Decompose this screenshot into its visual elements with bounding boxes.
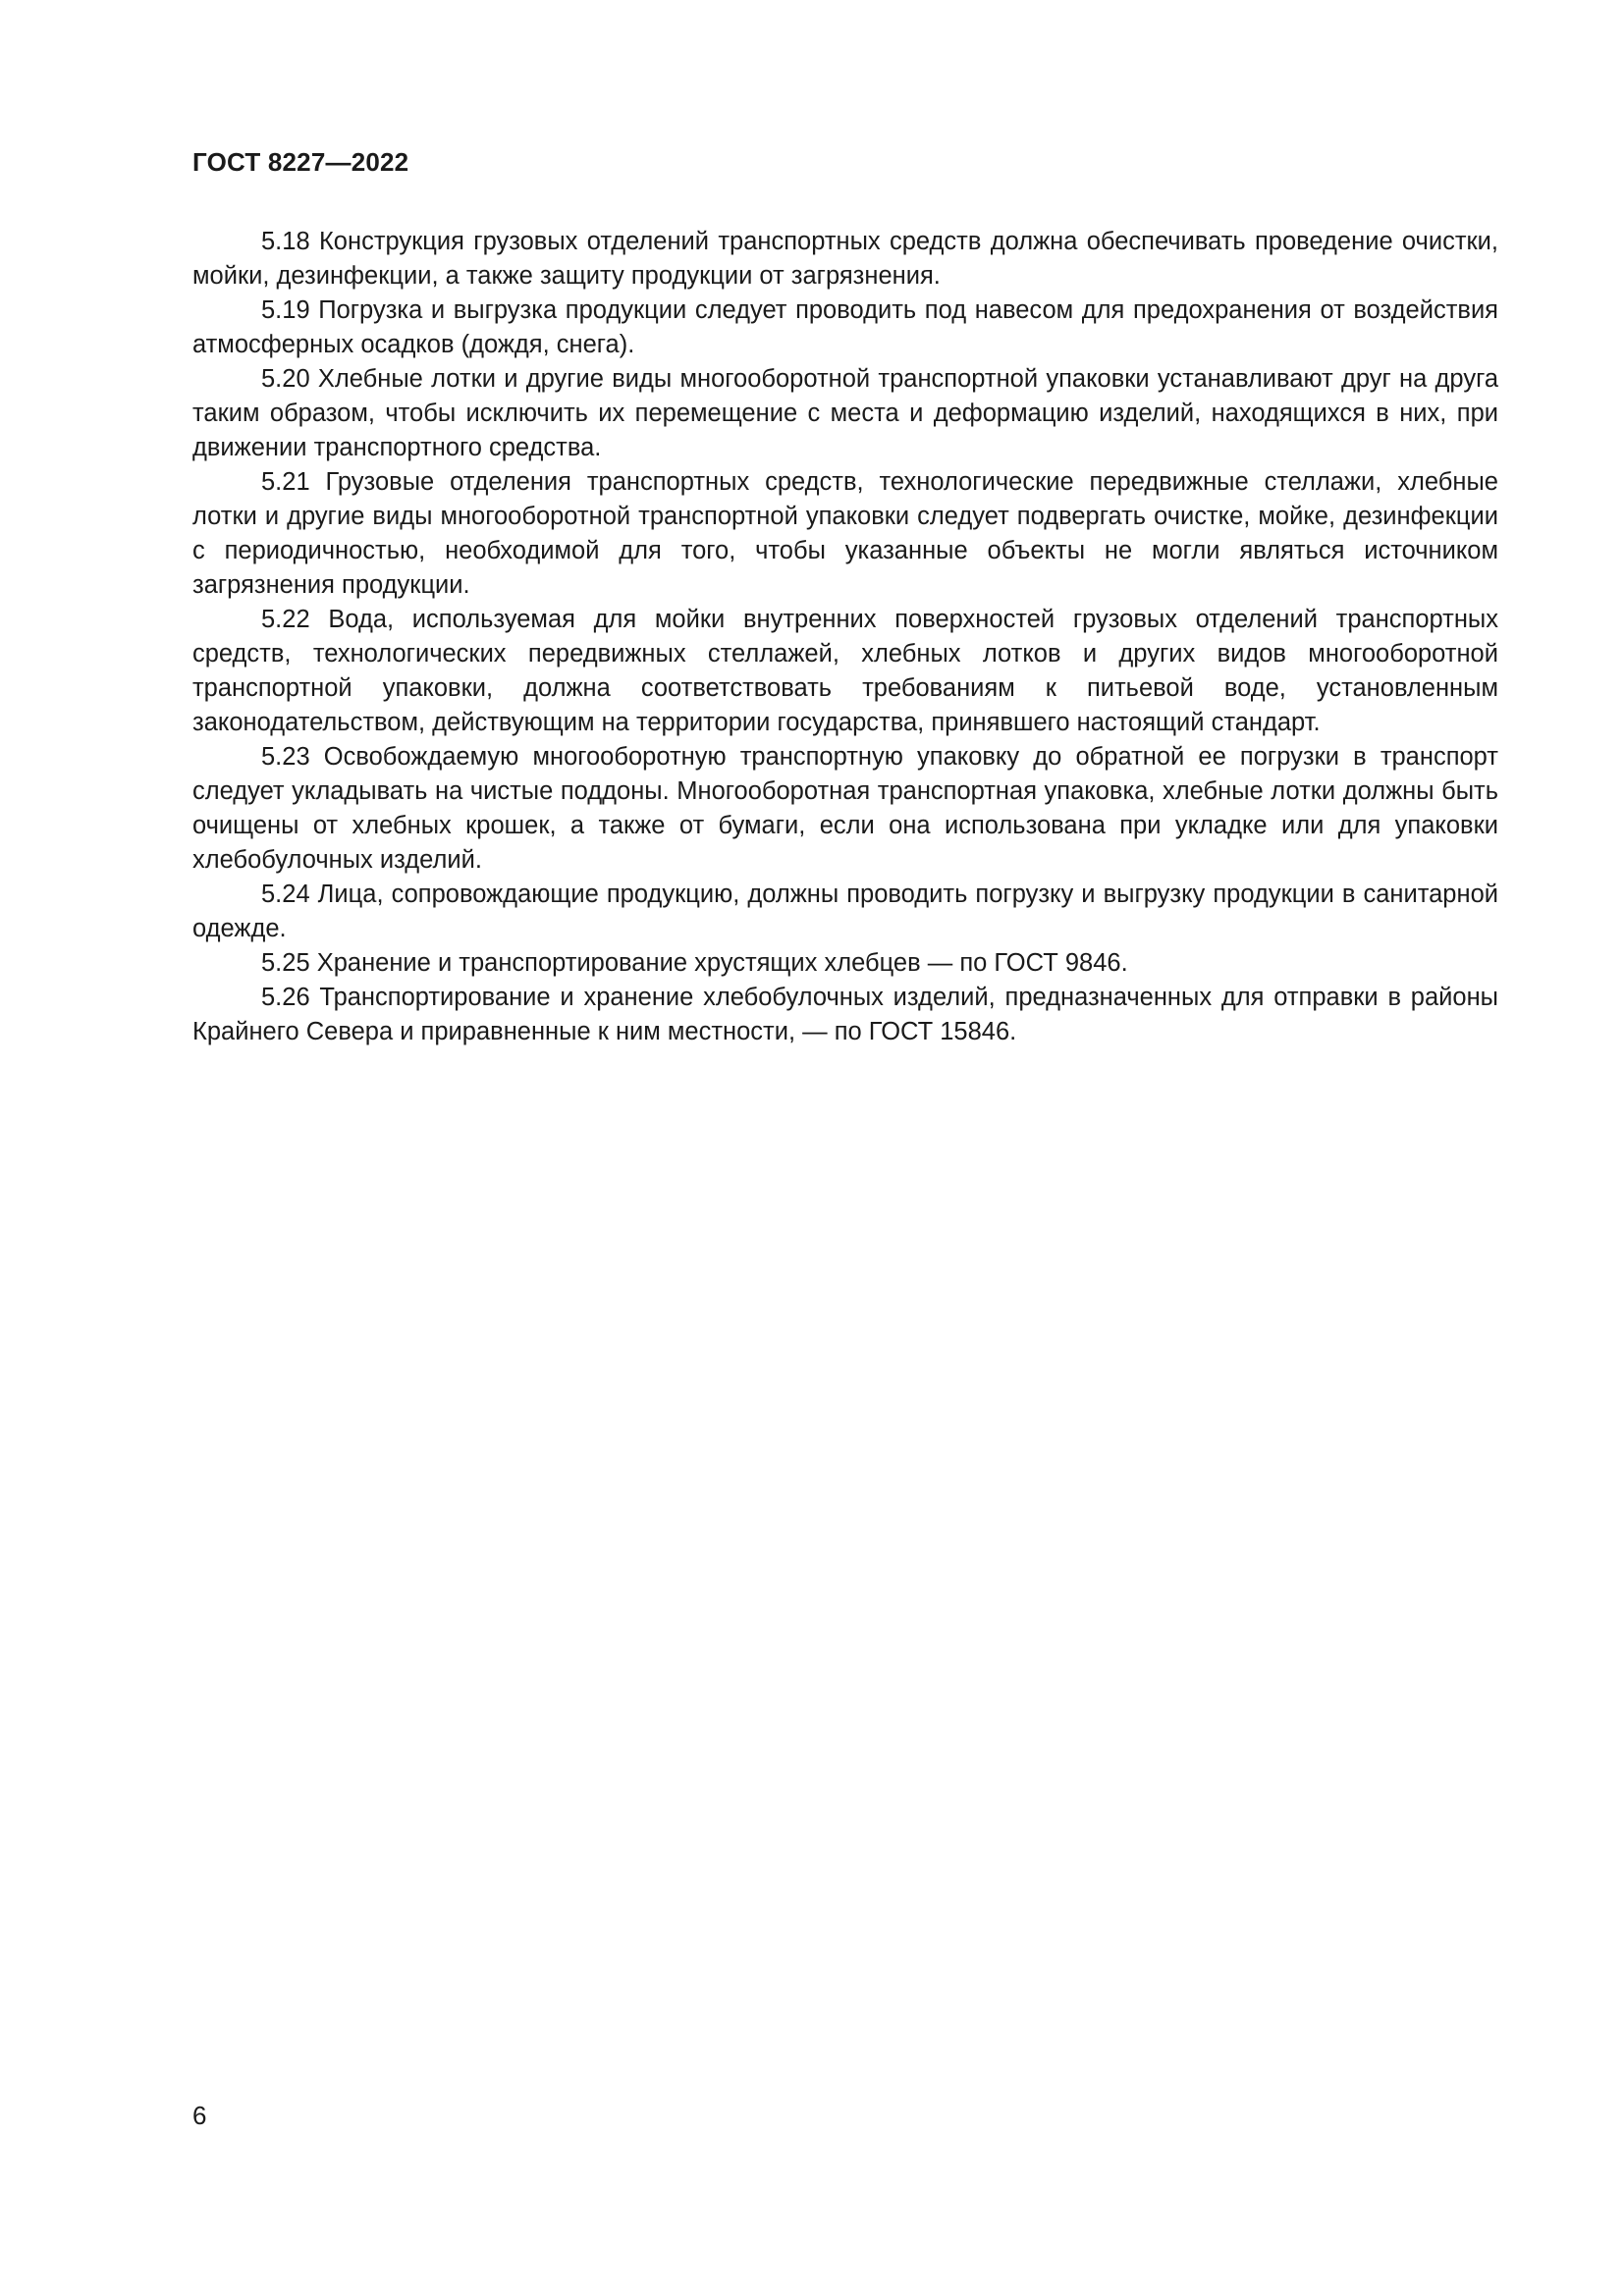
paragraph-5-18: 5.18 Конструкция грузовых отделений транспортных средств должна обеспечивать проведение очистки, мойки, дезинфекции, а также защиту продукции от загрязнения. — [192, 228, 1498, 290]
paragraph-5-22: 5.22 Вода, используемая для мойки внутренних поверхностей грузовых отделений транспортных средств, технологических передвижных стеллажей, хлебных лотков и других видов многооборотной транспортной упаковки, должна соответствовать требованиям к питьевой воде, установленным законодательством, действующим на территории государства, принявшего настоящий стандарт. — [192, 606, 1498, 736]
document-body — [192, 225, 1498, 1049]
document-header: ГОСТ 8227—2022 — [192, 147, 409, 177]
paragraph-5-20: 5.20 Хлебные лотки и другие виды многооборотной транспортной упаковки устанавливают друг на друга таким образом, чтобы исключить их перемещение с места и деформацию изделий, находящихся в них, при движении транспортного средства. — [192, 365, 1498, 461]
paragraph-5-25: 5.25 Хранение и транспортирование хрустящих хлебцев — по ГОСТ 9846. — [261, 949, 1128, 977]
paragraph-5-26: 5.26 Транспортирование и хранение хлебобулочных изделий, предназначенных для отправки в районы Крайнего Севера и приравненные к ним местности, — по ГОСТ 15846. — [192, 984, 1498, 1045]
page-number: 6 — [192, 2101, 207, 2130]
paragraph-5-24: 5.24 Лица, сопровождающие продукцию, должны проводить погрузку и выгрузку продукции в санитарной одежде. — [192, 881, 1498, 942]
paragraph-5-19: 5.19 Погрузка и выгрузка продукции следует проводить под навесом для предохранения от воздействия атмосферных осадков (дождя, снега). — [192, 296, 1498, 358]
paragraph-5-23: 5.23 Освобождаемую многооборотную транспортную упаковку до обратной ее погрузки в транспорт следует укладывать на чистые поддоны. Многооборотная транспортная упаковка, хлебные лотки должны быть очищены от хлебных крошек, а также от бумаги, если она использована при укладке или для упаковки хлебобулочных изделий. — [192, 743, 1498, 874]
paragraph-5-21: 5.21 Грузовые отделения транспортных средств, технологические передвижные стеллажи, хлебные лотки и другие виды многооборотной транспортной упаковки следует подвергать очистке, мойке, дезинфекции с периодичностью, необходимой для того, чтобы указанные объекты не могли являться источником загрязнения продукции. — [192, 468, 1498, 599]
